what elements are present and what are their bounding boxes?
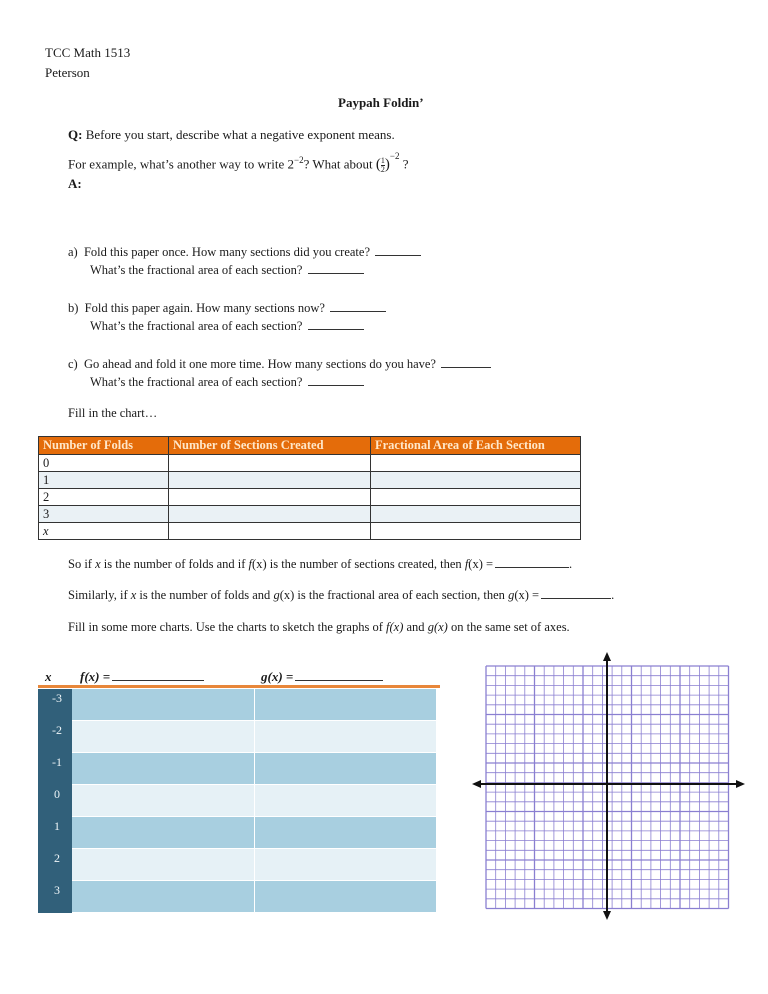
folds-cell: 1 [39,472,169,489]
g-value-cell[interactable] [255,785,436,816]
graph-grid [470,650,748,922]
x-value-label: 1 [54,819,60,833]
x-column-header: x [45,669,52,684]
header-divider [38,685,440,688]
g-value-cell[interactable] [255,689,436,720]
example-prefix: For example, what’s another way to write 2 [68,156,294,172]
part-a [68,244,421,260]
folds-cell: 0 [39,455,169,472]
f-value-cell[interactable] [72,785,254,816]
part-a-label: a) [68,245,78,259]
folds-table [38,436,581,540]
area-cell[interactable] [371,506,581,523]
f-value-cell[interactable] [72,753,254,784]
area-cell[interactable] [371,523,581,540]
x-value-label: 2 [54,851,60,865]
part-c-blank2[interactable] [308,374,364,386]
f-value-cell[interactable] [72,689,254,720]
f-value-cell[interactable] [72,721,254,752]
s1-a: So if [68,557,96,571]
part-b-blank2[interactable] [308,318,364,330]
part-b-blank1[interactable] [330,300,386,312]
part-c-blank1[interactable] [441,356,491,368]
g-value-cell[interactable] [255,881,436,912]
part-a-line2: What’s the fractional area of each section? [90,263,303,277]
table-row [39,472,581,489]
table-row [39,506,581,523]
s1-f: f [248,557,253,571]
g-value-cell[interactable] [255,849,436,880]
part-a-blank1[interactable] [375,244,421,256]
sentence-f [68,556,572,572]
s1-x: x [95,557,101,571]
s3-mid: and [403,620,428,634]
question-line [68,127,395,143]
fill-chart-instruction: Fill in the chart… [68,406,158,420]
x-axis-right-arrow-icon [736,780,745,788]
s1-end: . [569,557,573,571]
frac-exponent: −2 [389,151,400,161]
g-column-header [261,669,383,685]
sentence-sketch [68,619,570,635]
part-c-second [90,374,364,390]
page-title: Paypah Foldin’ [338,95,424,110]
sections-cell[interactable] [169,489,371,506]
folds-cell: 2 [39,489,169,506]
f-header-blank[interactable] [112,669,204,681]
part-a-line1: Fold this paper once. How many sections did you create? [83,245,371,259]
g-formula-blank[interactable] [541,587,611,599]
table-row [39,455,581,472]
area-cell[interactable] [371,472,581,489]
sections-cell[interactable] [169,472,371,489]
f-value-cell[interactable] [72,849,254,880]
table-row [39,489,581,506]
part-b-line2: What’s the fractional area of each section? [90,319,303,333]
part-a-second [90,262,364,278]
f-column-header [80,669,204,685]
g-value-cell[interactable] [255,817,436,848]
s3-text: Fill in some more charts. Use the charts to sketch the graphs of [68,620,386,634]
g-header-blank[interactable] [295,669,383,681]
instructor-name: Peterson [45,65,90,80]
f-formula-blank[interactable] [495,556,569,568]
s2-d: (x) = [514,588,540,602]
folds-table-header [39,437,581,455]
sections-cell[interactable] [169,455,371,472]
s2-g: g [273,588,280,602]
frac-denominator: 2 [380,164,385,174]
f-value-cell[interactable] [72,881,254,912]
example-mid: ? What about [303,156,373,172]
y-axis-down-arrow-icon [603,911,611,920]
part-a-blank2[interactable] [308,262,364,274]
q-text: Before you start, describe what a negative exponent means. [85,127,395,142]
area-cell[interactable] [371,455,581,472]
g-value-cell[interactable] [255,753,436,784]
part-c [68,356,491,372]
example-end: ? [402,156,409,172]
s3-gx: g(x) [427,620,448,634]
header-sections-created: Number of Sections Created [169,437,371,455]
s1-b: is the number of folds and if [100,557,249,571]
s3-end: on the same set of axes. [447,620,570,634]
f-value-cell[interactable] [72,817,254,848]
x-value-label: -2 [52,723,62,737]
folds-cell: x [39,523,169,540]
course-name: TCC Math 1513 [45,45,131,60]
part-b [68,300,386,316]
part-b-second [90,318,364,334]
s2-g2: g [508,588,515,602]
s2-b: is the number of folds and [136,588,274,602]
x-value-label: 0 [54,787,60,801]
header-number-of-folds: Number of Folds [39,437,169,455]
table-row [39,523,581,540]
g-value-cell[interactable] [255,721,436,752]
part-b-label: b) [68,301,79,315]
s2-end: . [611,588,615,602]
example-exponent: −2 [294,155,304,165]
s1-c: (x) is the number of sections created, then [252,557,465,571]
x-value-label: -1 [52,755,62,769]
frac-numerator: 1 [380,155,385,165]
s2-a: Similarly, if [68,588,131,602]
folds-cell: 3 [39,506,169,523]
example-line [68,152,409,174]
part-c-label: c) [68,357,78,371]
area-cell[interactable] [371,489,581,506]
answer-label: A: [68,176,82,191]
sections-cell[interactable] [169,506,371,523]
part-c-line2: What’s the fractional area of each section? [90,375,303,389]
header-fractional-area: Fractional Area of Each Section [371,437,581,455]
s1-f2: f [464,557,469,571]
x-value-label: 3 [54,883,60,897]
s2-c: (x) is the fractional area of each section, then [279,588,509,602]
q-label: Q: [68,127,83,142]
x-value-label: -3 [52,691,62,705]
right-paren: ) [384,156,390,173]
sentence-g [68,587,614,603]
x-axis-left-arrow-icon [472,780,481,788]
part-c-line1: Go ahead and fold it one more time. How many sections do you have? [83,357,436,371]
part-b-line1: Fold this paper again. How many sections now? [84,301,325,315]
g-header-text: g(x) = [261,669,294,684]
y-axis-up-arrow-icon [603,652,611,661]
s3-fx: f(x) [385,620,404,634]
sections-cell[interactable] [169,523,371,540]
left-paren: ( [375,156,381,173]
s2-x: x [130,588,137,602]
s1-d: (x) = [468,557,494,571]
f-header-text: f(x) = [80,669,111,684]
